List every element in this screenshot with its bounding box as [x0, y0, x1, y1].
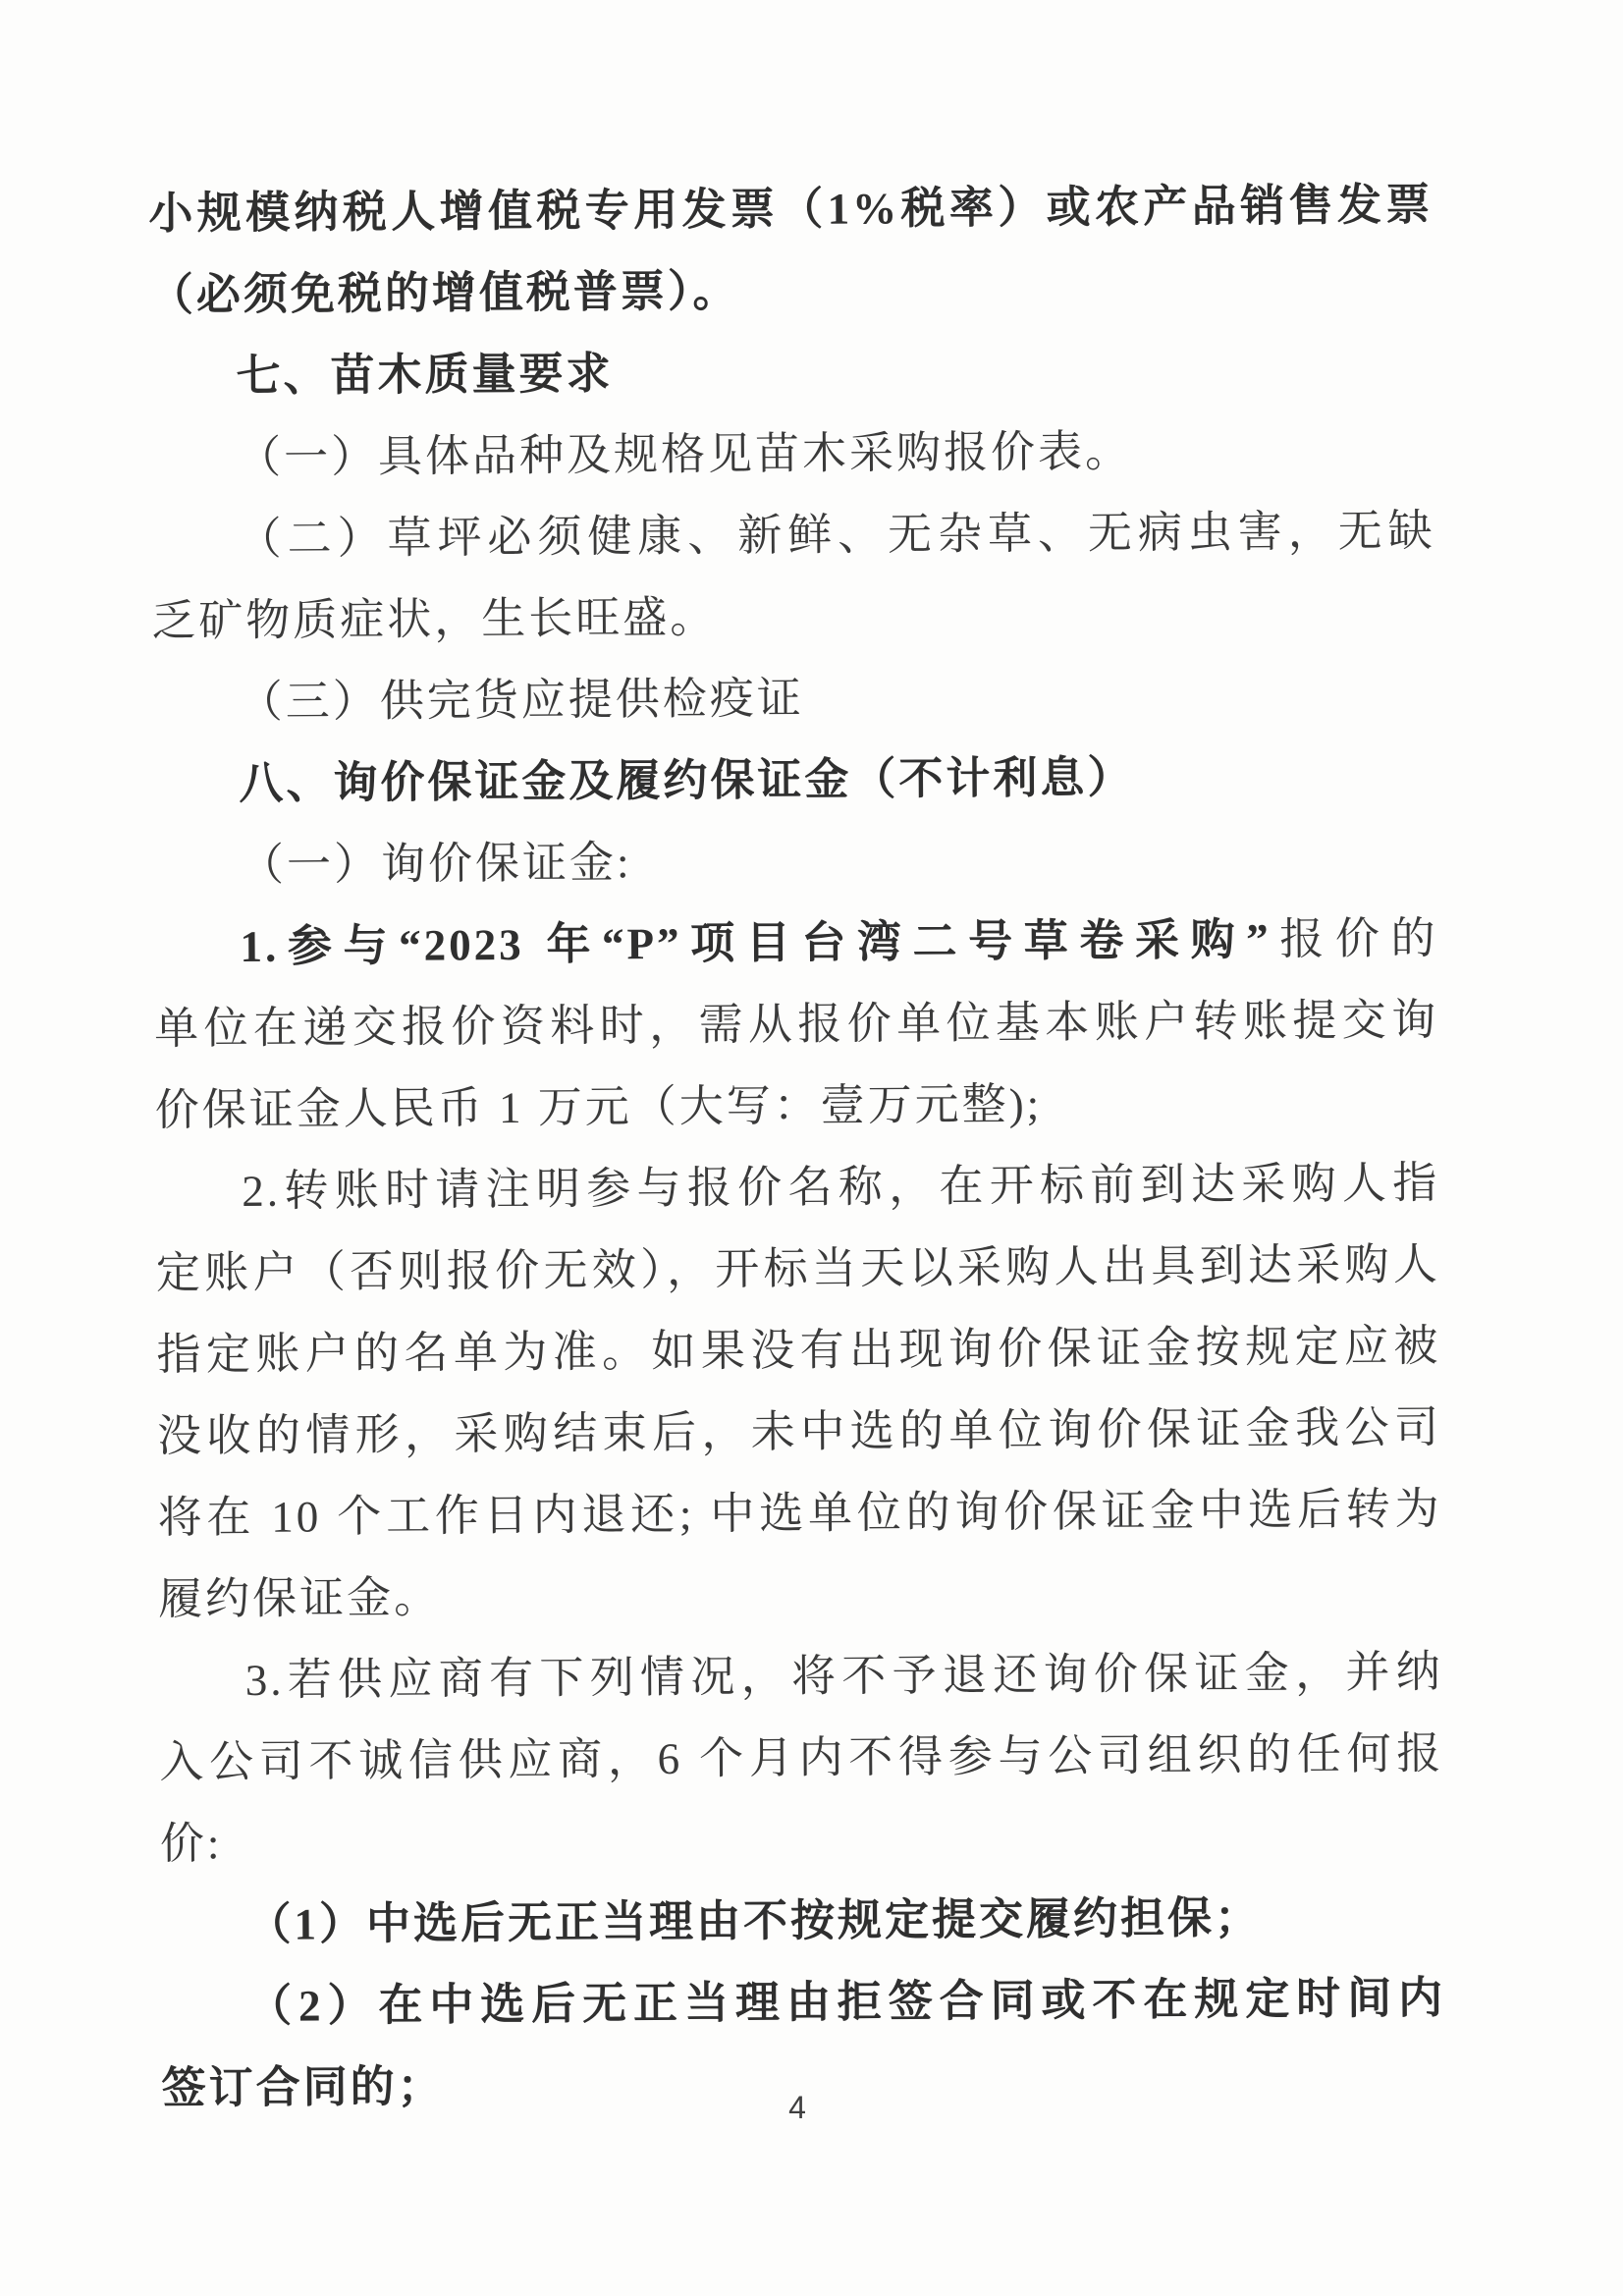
text-line [157, 1468, 1442, 1558]
text-line [158, 1631, 1443, 1722]
text-segment: 指定账户的名单为准。如果没有出现询价保证金按规定应被 [156, 1321, 1441, 1380]
text-segment: 3.若供应商有下列情况，将不予退还询价保证金，并纳 [244, 1647, 1443, 1705]
text-line [149, 327, 1434, 417]
text-segment: （一）询价保证金: [239, 838, 632, 890]
bold-text-segment: 八、询价保证金及履约保证金（不计利息） [239, 752, 1135, 808]
text-line [149, 246, 1434, 336]
text-line [150, 490, 1435, 580]
bold-text-segment: 小规模纳税人增值税专用发票（1%税率）或农产品销售发票 [148, 180, 1434, 239]
bold-text-segment: 1.参与“2023 年“P”项目台湾二号草卷采购” [240, 914, 1271, 971]
text-segment: 入公司不诚信供应商，6 个月内不得参与公司组织的任何报 [159, 1728, 1444, 1787]
document-text-block [148, 164, 1446, 2129]
text-segment: 价保证金人民币 1 万元（大写：壹万元整); [154, 1079, 1043, 1135]
bold-text-segment: 七、苗木质量要求 [236, 349, 614, 401]
bold-text-segment: （必须免税的增值税普票）。 [148, 266, 740, 320]
text-line [150, 409, 1435, 499]
text-segment: 报价的 [1271, 913, 1438, 964]
bold-text-segment: （2）在中选后无正当理由拒签合同或不在规定时间内 [246, 1973, 1446, 2031]
text-line [156, 1305, 1441, 1395]
text-line [158, 1550, 1443, 1640]
text-line [153, 816, 1438, 906]
bold-text-segment: 签订合同的； [161, 2061, 445, 2113]
text-line [156, 1224, 1441, 1314]
text-line [160, 1876, 1445, 1966]
text-segment: （一）具体品种及规格见苗木采购报价表。 [236, 426, 1133, 482]
text-line [159, 1713, 1444, 1803]
page-number: 4 [788, 2090, 806, 2125]
text-segment: 将在 10 个工作日内退还; 中选单位的询价保证金中选后转为 [157, 1484, 1442, 1543]
text-line [152, 653, 1437, 743]
text-line [157, 1387, 1442, 1477]
text-segment: 价: [159, 1819, 223, 1869]
text-line [154, 1061, 1439, 1151]
text-segment: 履约保证金。 [158, 1572, 442, 1624]
text-line [151, 572, 1436, 662]
text-segment: （三）供完货应提供检疫证 [238, 673, 804, 727]
text-line [152, 735, 1437, 825]
text-line [154, 979, 1439, 1069]
text-line [148, 164, 1434, 254]
text-line [161, 1957, 1446, 2048]
text-segment: 定账户（否则报价无效），开标当天以采购人出具到达采购人 [155, 1239, 1441, 1298]
text-segment: 2.转账时请注明参与报价名称，在开标前到达采购人指 [242, 1158, 1440, 1216]
text-segment: 乏矿物质症状，生长旺盛。 [151, 592, 718, 646]
text-segment: 没收的情形，采购结束后，未中选的单位询价保证金我公司 [156, 1402, 1442, 1461]
bold-text-segment: （1）中选后无正当理由不按规定提交履约担保； [246, 1892, 1263, 1949]
text-line [155, 1142, 1440, 1232]
text-line [153, 898, 1438, 988]
text-segment: （二）草坪必须健康、新鲜、无杂草、无病虫害，无缺 [237, 506, 1435, 564]
text-segment: 单位在递交报价资料时，需从报价单位基本账户转账提交询 [153, 995, 1439, 1054]
text-line [160, 1794, 1445, 1885]
